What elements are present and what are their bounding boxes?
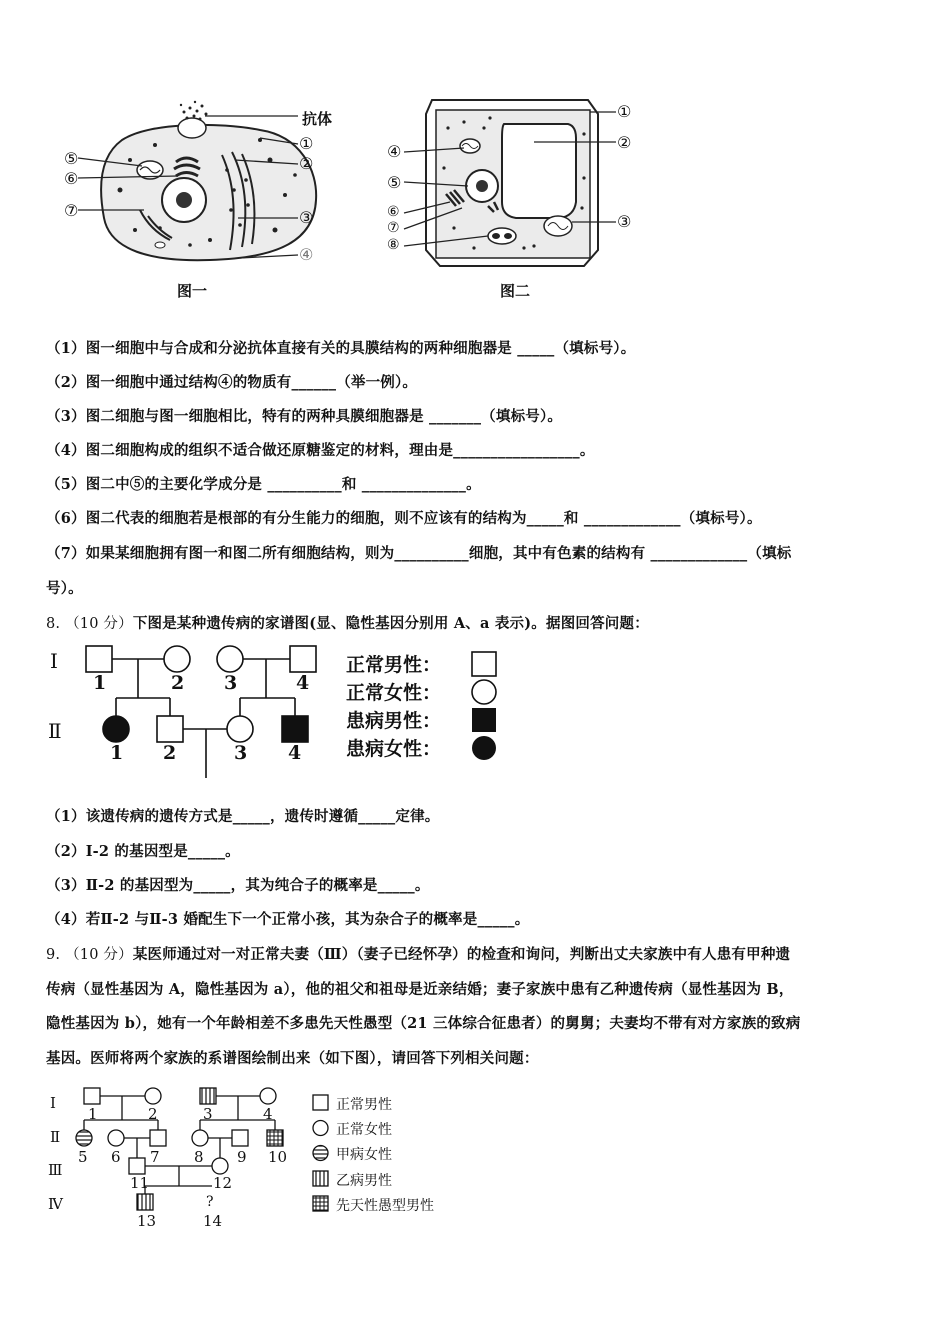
q7-item-3: （3）图二细胞与图一细胞相比，特有的两种具膜细胞器是 _______（填标号）。: [46, 408, 563, 425]
q9-gen-II: Ⅱ: [50, 1128, 61, 1146]
q8-legend-symbols: [468, 650, 502, 762]
q8-gen-I: Ⅰ: [50, 649, 58, 673]
q9-num-2: 2: [148, 1105, 158, 1123]
fig2-marker-6: ⑥: [387, 204, 400, 220]
q8-item-1: （1）该遗传病的遗传方式是_____，遗传时遵循_____定律。: [46, 808, 440, 825]
q8-legend-affected-male: 患病男性：: [346, 710, 442, 732]
q7-item-5: （5）图二中⑤的主要化学成分是 __________和 ______________。: [46, 476, 481, 493]
q9-num-11: 11: [130, 1174, 150, 1192]
q8-score: （10 分）: [65, 616, 133, 632]
q9-num-9: 9: [237, 1148, 247, 1166]
fig1-marker-2: ②: [299, 154, 314, 173]
fig2-marker-3: ③: [617, 212, 632, 231]
q8-I-4: 4: [296, 672, 310, 694]
q9-legend-symbols: [310, 1092, 332, 1222]
q8-legend-normal-male: 正常男性：: [346, 654, 442, 676]
q8-II-2: 2: [163, 742, 177, 764]
fig2-marker-1: ①: [617, 102, 632, 121]
q8-number: 8.: [46, 616, 61, 632]
q7-item-6: （6）图二代表的细胞若是根部的有分生能力的细胞，则不应该有的结构为_____和 _____________（填标号）。: [46, 510, 762, 527]
q7-item-7: （7）如果某细胞拥有图一和图二所有细胞结构，则为__________细胞，其中有色素的结构有 _____________（填标: [46, 545, 792, 562]
q9-legend-disease-b-male: 乙病男性: [336, 1173, 392, 1189]
q9-gen-I: Ⅰ: [50, 1094, 56, 1112]
q9-legend-normal-female: 正常女性: [336, 1122, 392, 1138]
q9-gen-IV: Ⅳ: [48, 1195, 63, 1213]
fig2-marker-2: ②: [617, 133, 632, 152]
q9-num-10: 10: [268, 1148, 288, 1166]
q9-num-3: 3: [203, 1105, 213, 1123]
q9-num-14: 14: [203, 1212, 223, 1230]
q9-num-13: 13: [137, 1212, 157, 1230]
q9-line-3: 隐性基因为 b），她有一个年龄相差不多患先天性愚型（21 三体综合征患者）的舅舅；夫妻均不带有对方家族的致病: [46, 1015, 801, 1032]
fig1-marker-4: ④: [299, 245, 314, 264]
q9-legend-down-syndrome-male: 先天性愚型男性: [336, 1198, 434, 1214]
q9-unknown: ?: [206, 1194, 214, 1210]
antibody-label: 抗体: [302, 110, 333, 128]
fig1-marker-3: ③: [299, 208, 314, 227]
q9-line-4: 基因。医师将两个家族的系谱图绘制出来（如下图），请回答下列相关问题：: [46, 1050, 539, 1067]
q7-item-7-cont: 号）。: [46, 580, 83, 597]
q9-line-2: 传病（显性基因为 A，隐性基因为 a），他的祖父和祖母是近亲结婚；妻子家族中患有乙种遗传病（显性基因为 B，: [46, 981, 794, 998]
q9-gen-III: Ⅲ: [48, 1161, 63, 1179]
q8-II-4: 4: [288, 742, 302, 764]
fig2-marker-7: ⑦: [387, 220, 400, 236]
q7-item-2: （2）图一细胞中通过结构④的物质有______（举一例）。: [46, 374, 418, 391]
q8-item-4: （4）若Ⅱ-2 与Ⅱ-3 婚配生下一个正常小孩，其为杂合子的概率是_____。: [46, 911, 530, 928]
q9-num-12: 12: [213, 1174, 233, 1192]
q9-line-1: 9. （10 分）某医师通过对一对正常夫妻（Ⅲ）（妻子已经怀孕）的检查和询问，判断出丈夫家族中有人患有甲种遗: [46, 946, 791, 963]
fig2-marker-4: ④: [387, 142, 402, 161]
q8-stem-text: 下图是某种遗传病的家谱图(显、隐性基因分别用 A、a 表示)。据图回答问题：: [132, 615, 649, 632]
fig1-caption: 图一: [177, 282, 208, 300]
q9-num-5: 5: [78, 1148, 88, 1166]
q9-num-1: 1: [88, 1105, 98, 1123]
fig2-caption: 图二: [500, 282, 531, 300]
fig2-marker-5: ⑤: [387, 173, 402, 192]
q8-II-3: 3: [234, 742, 248, 764]
q9-legend-disease-a-female: 甲病女性: [336, 1147, 392, 1163]
q9-num-7: 7: [150, 1148, 160, 1166]
fig1-marker-1: ①: [299, 134, 314, 153]
q9-legend-normal-male: 正常男性: [336, 1097, 392, 1113]
q7-item-4: （4）图二细胞构成的组织不适合做还原糖鉴定的材料，理由是_________________。: [46, 442, 595, 459]
fig1-marker-5: ⑤: [64, 149, 79, 168]
fig2-marker-8: ⑧: [387, 237, 400, 253]
q8-I-3: 3: [224, 672, 238, 694]
q8-I-2: 2: [171, 672, 185, 694]
fig1-marker-7: ⑦: [64, 201, 79, 220]
q8-I-1: 1: [93, 672, 107, 694]
q8-legend-normal-female: 正常女性：: [346, 682, 442, 704]
fig1-marker-6: ⑥: [64, 169, 79, 188]
q7-item-1: （1）图一细胞中与合成和分泌抗体直接有关的具膜结构的两种细胞器是 _____（填标号）。: [46, 340, 636, 357]
q8-item-3: （3）Ⅱ-2 的基因型为_____，其为纯合子的概率是_____。: [46, 877, 430, 894]
q9-number: 9.: [46, 947, 61, 963]
q9-score: （10 分）: [65, 947, 133, 963]
q8-item-2: （2）Ⅰ-2 的基因型是_____。: [46, 843, 240, 860]
q8-II-1: 1: [110, 742, 124, 764]
figure-2-plant-cell: [384, 98, 640, 270]
q9-num-4: 4: [263, 1105, 273, 1123]
q9-num-6: 6: [111, 1148, 121, 1166]
q8-legend-affected-female: 患病女性：: [346, 738, 442, 760]
q8-stem: [46, 612, 649, 633]
q9-num-8: 8: [194, 1148, 204, 1166]
q8-gen-II: Ⅱ: [48, 719, 62, 743]
